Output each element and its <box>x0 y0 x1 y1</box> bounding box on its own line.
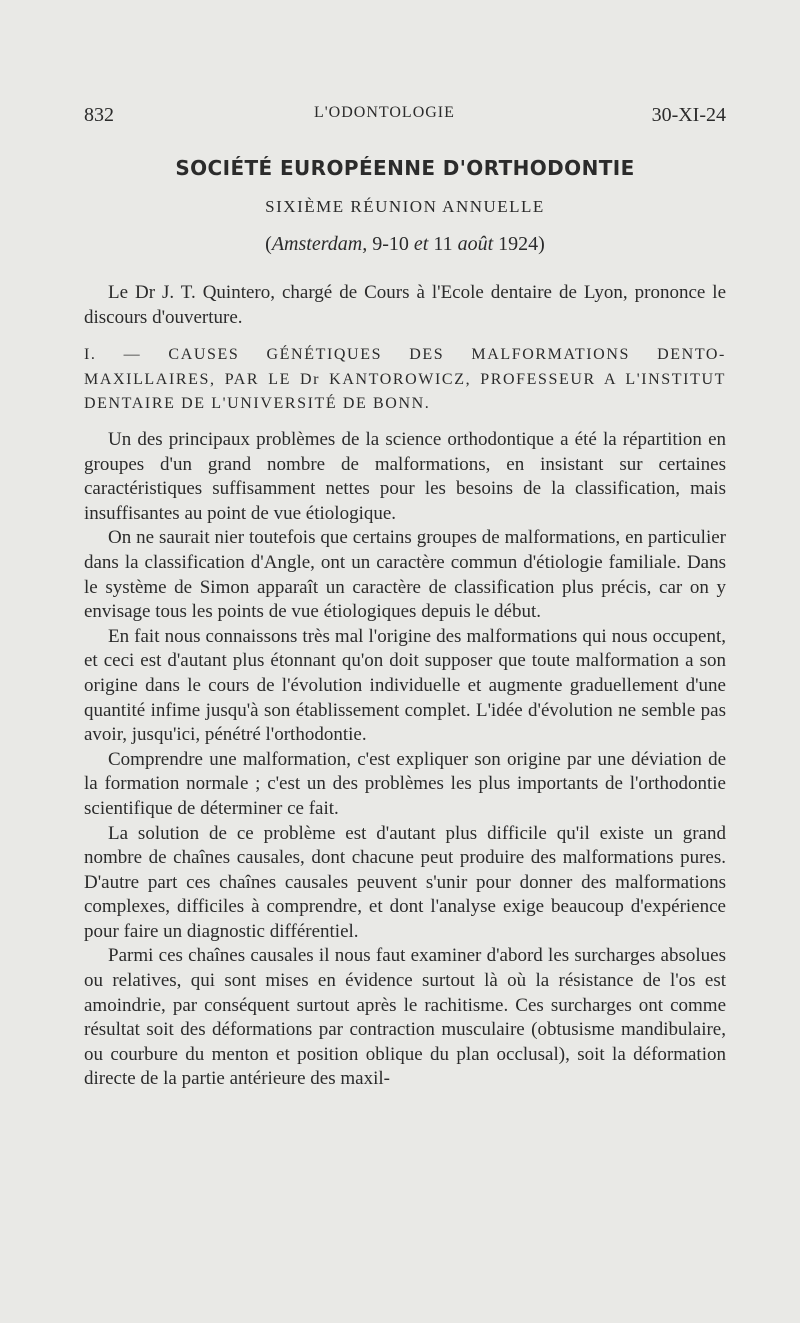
paragraph: Parmi ces chaînes causales il nous faut examiner d'abord les surcharges absolues ou relatives, qui sont mises en évidence surtout là où la résistance de l'os est amoindrie, par conséquent surtout après le rachitisme. Ces surcharges ont comme résultat soit des déformations par contraction musculaire (obtusisme mandibulaire, ou courbure du menton et position oblique du plan occlusal), soit la déformation directe de la partie antérieure des maxil- <box>84 945 726 1090</box>
paragraph: La solution de ce problème est d'autant plus difficile qu'il existe un grand nombre de chaînes causales, dont chacune peut produire des malformations pures. D'autre part ces chaînes causales peuvent s'unir pour donner des malformations complexes, difficiles à comprendre, et dont l'analyse exige beaucoup d'expérience pour faire un diagnostic différentiel. <box>84 822 726 942</box>
venue-year: 1924) <box>493 233 545 255</box>
venue-days: 9-10 <box>367 233 414 255</box>
venue-and: et <box>413 233 429 255</box>
venue-month: août <box>457 233 494 255</box>
venue-city: Amsterdam, <box>271 233 368 255</box>
intro-paragraph: Le Dr J. T. Quintero, chargé de Cours à l'Ecole dentaire de Lyon, prononce le discours d'ouverture. <box>84 282 726 328</box>
running-header <box>84 104 726 132</box>
paragraph: Un des principaux problèmes de la science orthodontique a été la répartition en groupes d'un grand nombre de malformations, en insistant sur certaines caractéristiques suffisamment nettes pour les besoins de la classification, mais insuffisantes au point de vue étiologique. <box>84 429 726 524</box>
venue-line <box>84 233 726 256</box>
paragraph: On ne saurait nier toutefois que certains groupes de malformations, en particulier dans la classification d'Angle, ont un caractère commun d'étiologie familiale. Dans le système de Simon apparaît un caractère de classification plus précis, car on y envisage tous les points de vue étiologiques depuis le début. <box>84 527 726 623</box>
journal-title: L'ODONTOLOGIE <box>314 104 455 121</box>
paragraph: En fait nous connaissons très mal l'origine des malformations qui nous occupent, et ceci est d'autant plus étonnant qu'on doit supposer que toute malformation a son origine dans le cours de l'évolution individuelle et augmente graduellement d'une quantité infime jusqu'à son établissement complet. L'idée d'évolution ne semble pas avoir, jusqu'ici, pénétré l'orthodontie. <box>84 625 726 746</box>
article-body <box>84 428 726 1092</box>
article-subtitle: SIXIÈME RÉUNION ANNUELLE <box>265 197 545 216</box>
paragraph: Comprendre une malformation, c'est expliquer son origine par une déviation de la formation normale ; c'est un des problèmes les plus importants de l'orthodontie scientifique de déterminer ce fait. <box>84 748 726 819</box>
section-heading: I. — CAUSES GÉNÉTIQUES DES MALFORMATIONS DENTO-MAXILLAIRES, PAR LE Dr KANTOROWICZ, PROFESSEUR A L'INSTITUT DENTAIRE DE L'UNIVERSITÉ DE BONN. <box>84 346 726 412</box>
article-title: SOCIÉTÉ EUROPÉENNE D'ORTHODONTIE <box>175 156 635 180</box>
venue-day2: 11 <box>428 233 458 255</box>
intro-block <box>84 281 726 330</box>
page-number: 832 <box>84 104 114 126</box>
venue-open: ( <box>265 233 272 255</box>
issue-date: 30-XI-24 <box>651 104 726 126</box>
